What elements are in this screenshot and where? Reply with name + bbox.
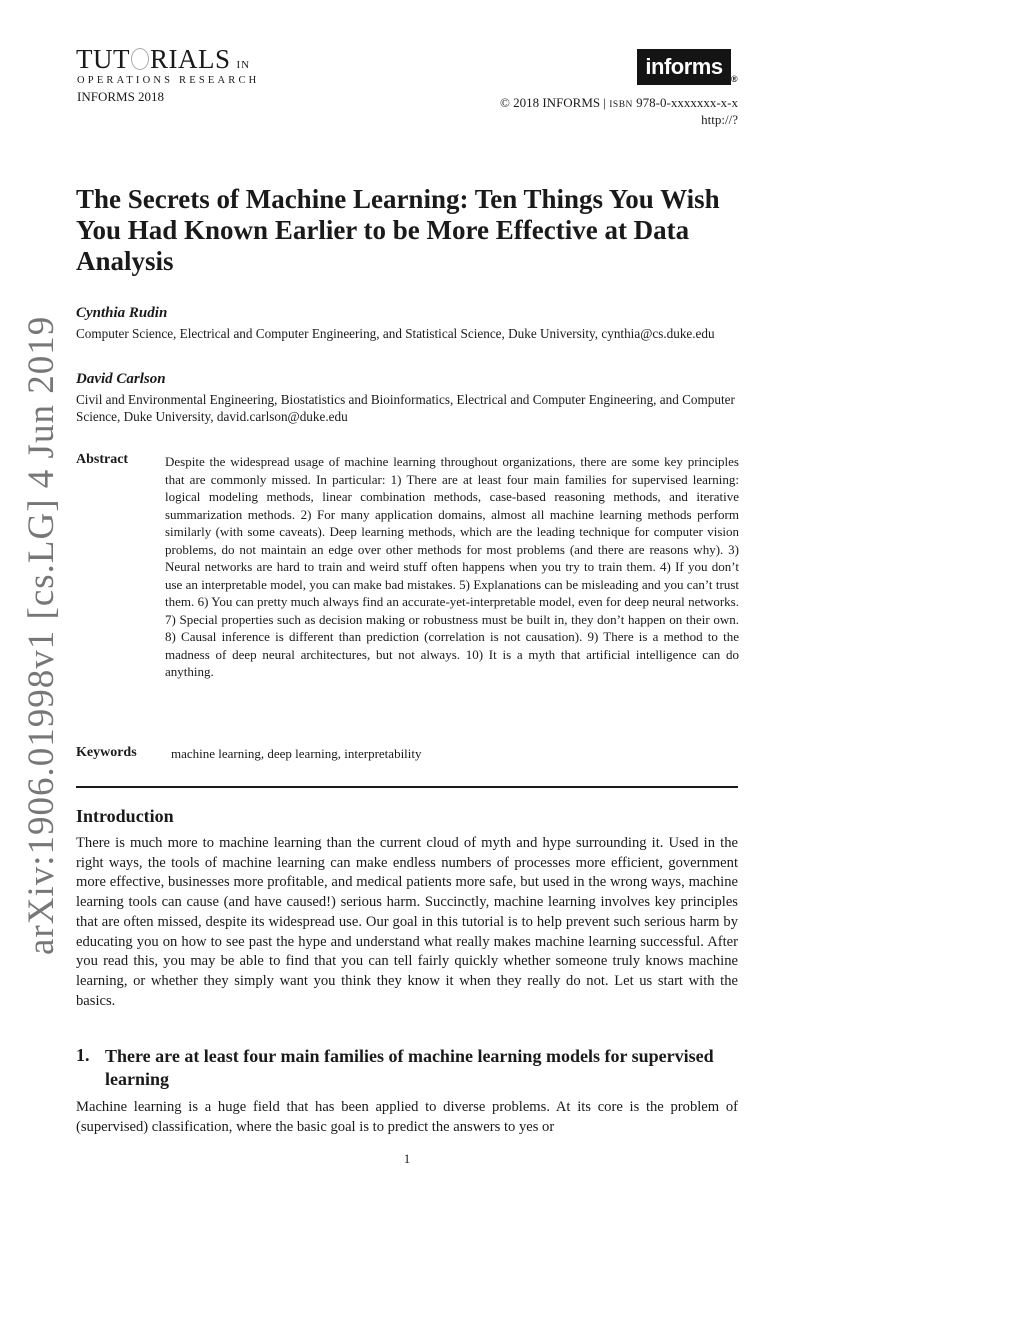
introduction-text: There is much more to machine learning than the current cloud of myth and hype surrounding it. Used in the right ways, the tools of machine learning can make endless numbers of processes more efficient, government more effective, businesses more profitable, and medical patients more safe, but used in the wrong ways, machine learning tools can cause (and have caused!) serious harm. Succinctly, machine learning involves key principles that are often missed, despite its widespread use. Our goal in this tutorial is to help prevent such serious harm by educating you on how to see past the hype and understand what really makes machine learning successful. After you read this, you may be able to find that you can tell fairly quickly whether someone truly knows machine learning, or whether they simply want you think they know it when they really do not. Let us start with the basics. bbox=[76, 835, 738, 1009]
author-name: Cynthia Rudin bbox=[76, 305, 168, 321]
page-number: 1 bbox=[403, 1151, 411, 1166]
series-name-part1: TUT bbox=[76, 44, 130, 74]
copyright-line: © 2018 INFORMS | ISBN 978-0-xxxxxxx-x-x bbox=[499, 95, 738, 110]
series-logo bbox=[76, 44, 250, 74]
series-subtitle: OPERATIONS RESEARCH bbox=[77, 75, 260, 86]
abstract-text: Despite the widespread usage of machine learning throughout organizations, there are some key principles that are commonly missed. In particular: 1) There are at least four main families for supervised learning: logical modeling methods, linear combination methods, case-based reasoning methods, and iterative summarization methods. 2) For many application domains, almost all machine learning methods perform similarly (with some caveats). Deep learning methods, which are the leading technique for computer vision problems, do not maintain an edge over other methods for most problems (and there are reasons why). 3) Neural networks are hard to train and weird stuff often happens when you try to train them. 4) If you don’t use an interpretable model, you can make bad mistakes. 5) Explanations can be misleading and you can’t trust them. 6) You can pretty much always find an accurate-yet-interpretable model, even for deep neural networks. 7) Special properties such as decision making or robustness must be built in, they don’t happen on their own. 8) Causal inference is different than prediction (correlation is not causation). 9) There is a method to the madness of deep neural architectures, but not always. 10) It is a myth that artificial intelligence can do anything. bbox=[165, 454, 739, 679]
section-number: 1. bbox=[76, 1045, 90, 1065]
section-text: Machine learning is a huge field that has been applied to diverse problems. At its core is the problem of (supervised) classification, where the basic goal is to predict the answers to yes or bbox=[76, 1099, 738, 1135]
isbn-label: ISBN bbox=[609, 100, 633, 110]
series-year: INFORMS 2018 bbox=[77, 89, 165, 104]
paper-title: The Secrets of Machine Learning: Ten Things You Wish You Had Known Earlier to be More Effective at Data Analysis bbox=[76, 184, 720, 276]
registered-mark: ® bbox=[731, 74, 738, 84]
informs-logo: informs bbox=[637, 49, 731, 85]
arxiv-stamp[interactable]: arXiv:1906.01998v1 [cs.LG] 4 Jun 2019 bbox=[21, 315, 62, 955]
abstract-label: Abstract bbox=[76, 452, 129, 467]
isbn-number: 978-0-xxxxxxx-x-x bbox=[636, 95, 738, 110]
author-affiliation: Civil and Environmental Engineering, Biostatistics and Bioinformatics, Electrical and Computer Engineering, and Computer Science, Duke University, david.carlson@duke.edu bbox=[76, 392, 735, 424]
series-name-part2: RIALS bbox=[149, 44, 231, 74]
introduction-heading: Introduction bbox=[76, 806, 174, 826]
section-heading: There are at least four main families of machine learning models for supervised learning bbox=[105, 1046, 714, 1089]
copyright-text: © 2018 INFORMS bbox=[499, 95, 601, 110]
author-name: David Carlson bbox=[76, 371, 166, 387]
author-affiliation: Computer Science, Electrical and Computer Engineering, and Statistical Science, Duke University, cynthia@cs.duke.edu bbox=[76, 326, 715, 341]
keywords-label: Keywords bbox=[76, 745, 137, 760]
series-name-in: IN bbox=[236, 59, 251, 71]
section-divider bbox=[76, 786, 738, 788]
header-url[interactable]: http://? bbox=[701, 112, 738, 127]
series-logo-circle bbox=[131, 48, 149, 70]
keywords-text: machine learning, deep learning, interpretability bbox=[171, 746, 422, 761]
